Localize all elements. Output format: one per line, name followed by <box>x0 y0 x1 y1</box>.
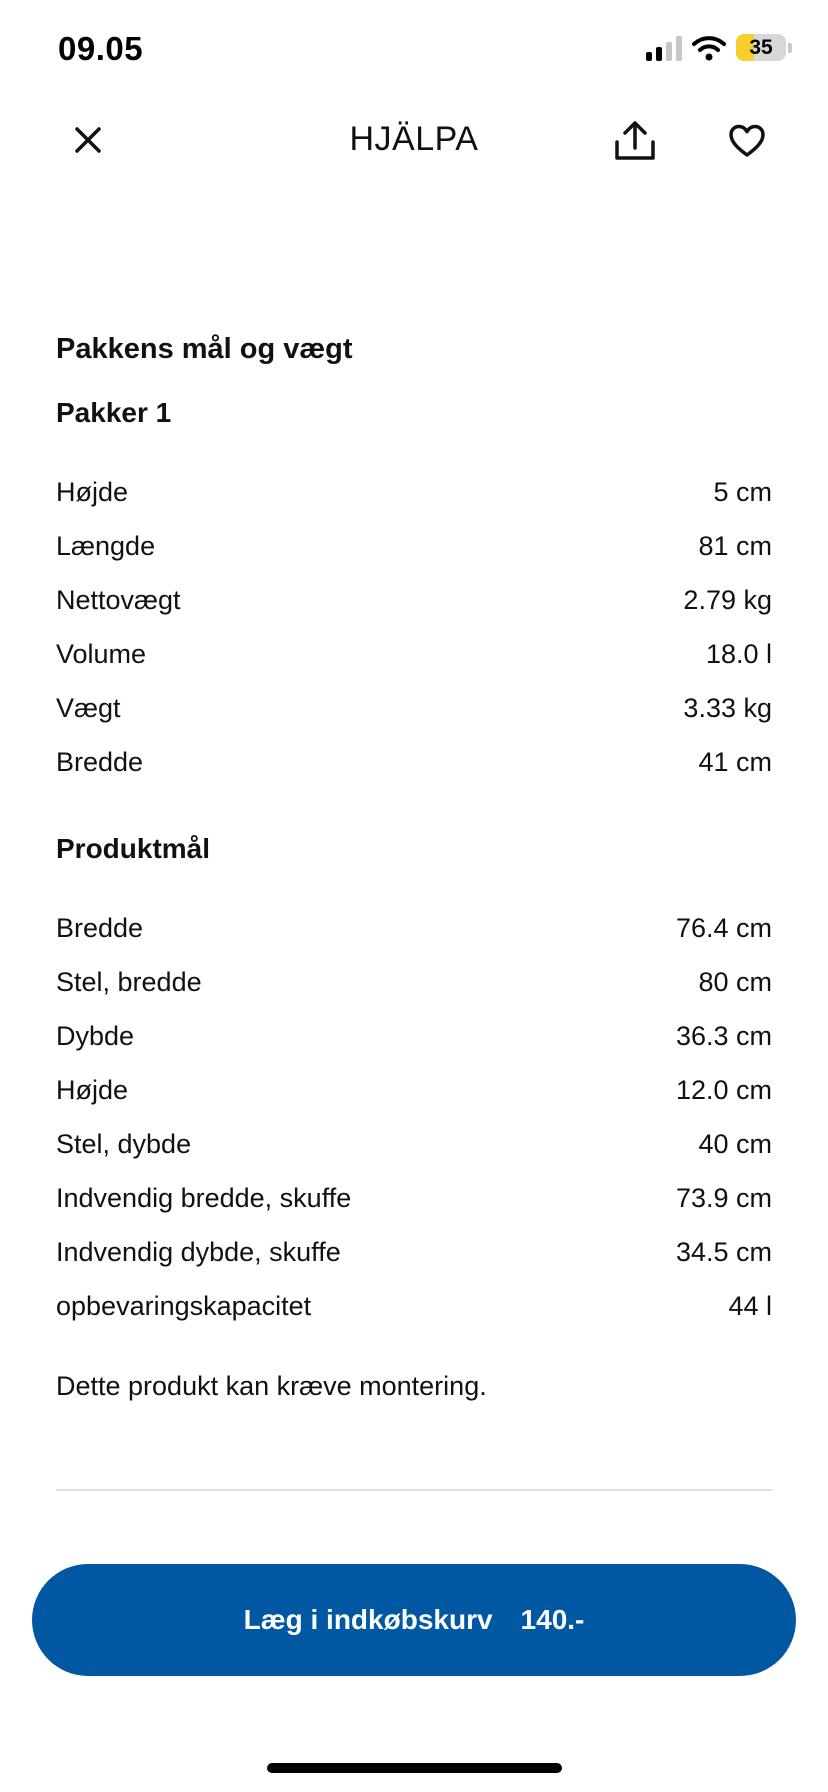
top-nav <box>0 100 828 180</box>
list-item <box>56 1225 772 1279</box>
dimension-value: 44 l <box>728 1290 772 1321</box>
battery-level: 35 <box>749 35 773 59</box>
list-item <box>56 1063 772 1117</box>
package-heading: Pakkens mål og vægt <box>56 333 353 365</box>
dimension-value: 3.33 kg <box>683 692 772 723</box>
list-item <box>56 681 772 735</box>
dimension-label: Bredde <box>56 746 144 777</box>
dimension-value: 36.3 cm <box>675 1020 772 1051</box>
page-title: HJÄLPA <box>349 120 479 158</box>
dimension-label: Længde <box>56 530 156 561</box>
status-bar <box>0 0 828 100</box>
list-item <box>56 901 772 955</box>
list-item <box>56 1279 772 1333</box>
share-icon <box>613 120 657 162</box>
dimension-value: 81 cm <box>698 530 772 561</box>
dimension-label: Indvendig bredde, skuffe <box>56 1182 352 1213</box>
dimension-value: 12.0 cm <box>675 1074 772 1105</box>
status-time: 09.05 <box>58 30 144 67</box>
list-item <box>56 1117 772 1171</box>
dimensions-content <box>56 330 772 1406</box>
dimension-label: Vægt <box>56 692 121 723</box>
list-item <box>56 735 772 789</box>
dimension-value: 73.9 cm <box>675 1182 772 1213</box>
product-dimension-list <box>56 901 772 1333</box>
dimension-label: Højde <box>56 1074 129 1105</box>
list-item <box>56 627 772 681</box>
dimension-label: Nettovægt <box>56 584 181 615</box>
dimension-label: Indvendig dybde, skuffe <box>56 1236 341 1267</box>
list-item <box>56 465 772 519</box>
dimension-label: Stel, dybde <box>56 1128 192 1159</box>
home-indicator[interactable] <box>267 1763 562 1773</box>
dimension-label: Bredde <box>56 912 144 943</box>
dimension-value: 41 cm <box>698 746 772 777</box>
battery-icon <box>736 34 786 61</box>
favorite-button[interactable] <box>722 118 772 164</box>
dimension-value: 40 cm <box>698 1128 772 1159</box>
wifi-icon <box>692 35 726 61</box>
list-item <box>56 1171 772 1225</box>
add-to-cart-label: Læg i indkøbskurv <box>243 1604 493 1635</box>
list-item <box>56 955 772 1009</box>
dimension-value: 5 cm <box>713 476 772 507</box>
dimension-value: 80 cm <box>698 966 772 997</box>
dimension-value: 18.0 l <box>705 638 772 669</box>
share-button[interactable] <box>610 116 660 166</box>
dimension-label: Højde <box>56 476 129 507</box>
dimension-value: 34.5 cm <box>675 1236 772 1267</box>
dimension-label: opbevaringskapacitet <box>56 1290 312 1321</box>
assembly-note: Dette produkt kan kræve montering. <box>56 1371 487 1401</box>
add-to-cart-button[interactable] <box>32 1564 796 1676</box>
dimension-value: 76.4 cm <box>675 912 772 943</box>
product-dimensions-heading: Produktmål <box>56 833 211 864</box>
dimension-label: Dybde <box>56 1020 135 1051</box>
battery-nub <box>788 43 792 53</box>
list-item <box>56 519 772 573</box>
cellular-signal-icon <box>646 35 682 61</box>
price: 140.- <box>520 1604 585 1635</box>
package-dimension-list <box>56 465 772 789</box>
package-subheading: Pakker 1 <box>56 397 172 428</box>
heart-icon <box>728 124 766 158</box>
dimension-label: Volume <box>56 638 147 669</box>
divider <box>56 1489 772 1491</box>
list-item <box>56 1009 772 1063</box>
dimension-value: 2.79 kg <box>683 584 772 615</box>
status-icons <box>646 34 792 61</box>
dimension-label: Stel, bredde <box>56 966 202 997</box>
list-item <box>56 573 772 627</box>
